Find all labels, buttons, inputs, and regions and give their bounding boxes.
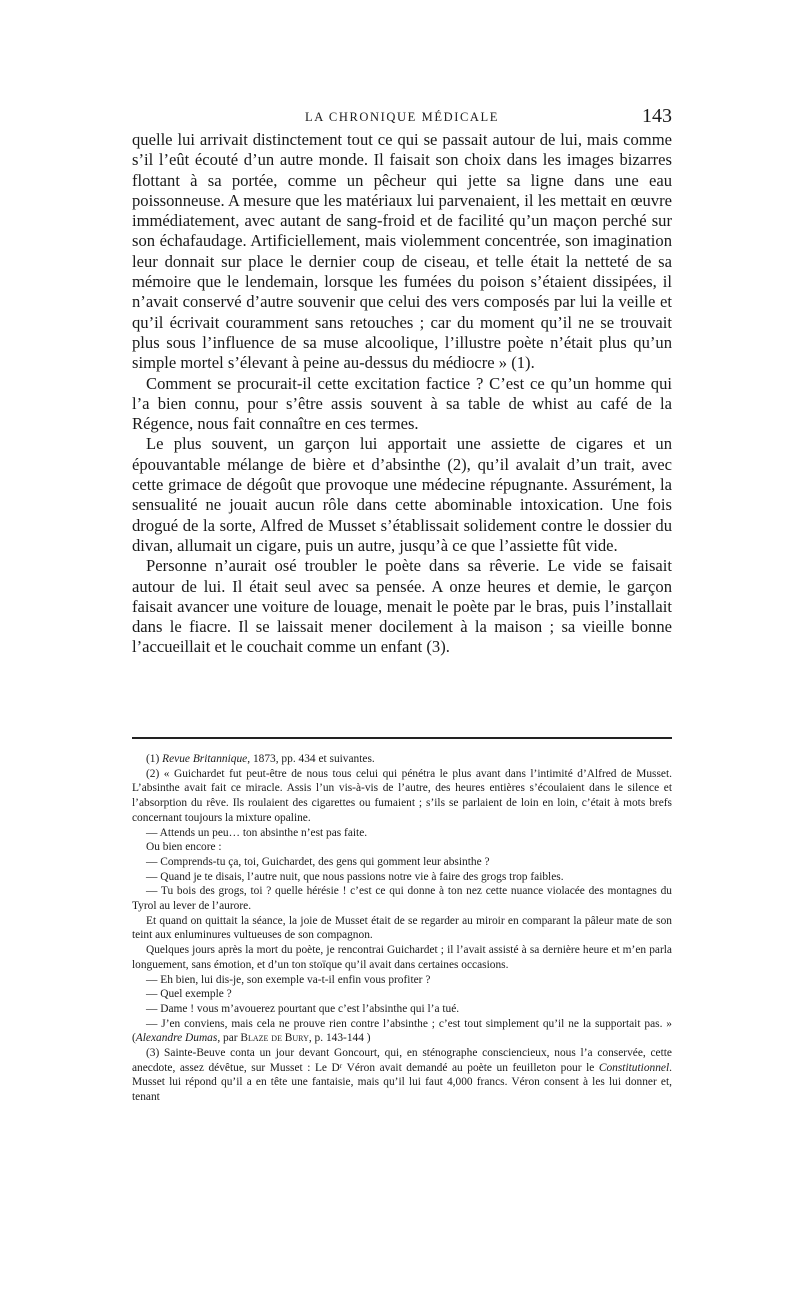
- footnote-2-line: Ou bien encore :: [146, 841, 222, 854]
- footnote-2-cite-par: , par: [217, 1032, 241, 1045]
- footnote-1-number: (1): [146, 753, 160, 765]
- footnote-2-line: Quelques jours après la mort du poète, je rencontrai Guichardet ; il l’avait assisté à sa dernière heure et m’en parla longuement, sans émotion, et d’un ton stoïque qu’il avait dans certaines occasions.: [132, 944, 672, 971]
- body-paragraph: Le plus souvent, un garçon lui apportait une assiette de cigares et un épouvantable mélange de bière et d’absinthe (2), qu’il avalait d’un trait, avec cette grimace de dégoût que provoque une médecine répugnante. Assurément, la sensualité ne jouait aucun rôle dans cette abominable intoxication. Une fois drogué de la sorte, Alfred de Musset s’établissait solidement contre le dossier du divan, allumait un cigare, puis un autre, jusqu’à ce que l’assiette fût vide.: [132, 434, 672, 555]
- footnote-3-text-end: . Musset lui répond qu’il a en tête une fantaisie, mais qu’il lui faut 4,000 francs. Véron consent à les lui donner et, tenant: [132, 1061, 672, 1104]
- footnote-2-line: Et quand on quittait la séance, la joie de Musset était de se regarder au miroir en comparant la pâleur mate de son teint aux enluminures vultueuses de son compagnon.: [132, 914, 672, 942]
- footnote-separator-rule: [132, 737, 672, 739]
- running-title: LA CHRONIQUE MÉDICALE: [304, 110, 499, 124]
- body-paragraph: Comment se procurait-il cette excitation factice ? C’est ce qu’un homme qui l’a bien connu, pour s’être assis souvent à sa table de whist au café de la Régence, nous fait connaître en ces termes.: [132, 373, 672, 434]
- footnotes: [132, 746, 672, 1105]
- footnote-2: (2) « Guichardet fut peut-être de nous tous celui qui pénétra le plus avant dans l’intimité d’Alfred de Musset. L’absinthe avait fait ce miracle. Assis l’un vis-à-vis de l’autre, des heures entières s’écoulaient dans le silence et l’absorption du rêve. Ils roulaient des cigarettes ou fumaient ; s’ils se parlaient de loin en loin, c’était à mots brefs concernant toujours la mixture opaline.: [132, 767, 672, 824]
- footnote-2-cite-open: (: [132, 1032, 136, 1045]
- footnote-2-cite-pages: , p. 143-144 ): [308, 1032, 371, 1045]
- footnote-1: [132, 752, 672, 767]
- footnote-2-line: — Tu bois des grogs, toi ? quelle hérésie ! c’est ce qui donne à ton nez cette nuance violacée des montagnes du Tyrol au lever de l’aurore.: [132, 885, 672, 913]
- footnote-2-quote-end: — J’en conviens, mais cela ne prouve rien contre l’absinthe ; c’est tout simplement qu’il ne la supportait pas. »: [146, 1017, 672, 1030]
- main-text: [132, 130, 672, 658]
- footnote-2-line: — Eh bien, lui dis-je, son exemple va-t-il enfin vous profiter ?: [146, 973, 431, 986]
- footnote-2-line: — Quel exemple ?: [146, 988, 232, 1001]
- footnote-2-line: — Dame ! vous m’avouerez pourtant que c’est l’absinthe qui l’a tué.: [146, 1002, 460, 1015]
- page-number: 143: [642, 105, 672, 127]
- footnote-2-line: — Attends un peu… ton absinthe n’est pas faite.: [146, 826, 368, 839]
- footnote-1-source: Revue Britannique: [162, 753, 248, 765]
- body-paragraph: quelle lui arrivait distinctement tout ce qui se passait autour de lui, mais comme s’il l’eût écouté d’un autre monde. Il faisait son choix dans les images bizarres flottant à sa portée, comme un pêcheur qui jette sa ligne dans une eau poissonneuse. A mesure que les matériaux lui parvenaient, il les mettait en œuvre immédiatement, avec autant de sang-froid et de facilité qu’un maçon perché sur son échafaudage. Artificiellement, mais violemment concentrée, son imagination leur donnait sur place le dernier coup de ciseau, et telle était la netteté de sa mémoire que le lendemain, lorsque les fumées du poison s’étaient dissipées, il n’avait conservé d’autre souvenir que celui des vers composés par lui la veille et qu’il écrivait couramment sans retouches ; car du moment qu’il ne se trouvait plus sous l’influence de sa muse alcoolique, l’illustre poète n’était plus qu’un simple mortel s’élevant à peine au-dessus du médiocre » (1).: [132, 130, 672, 373]
- page-header: [132, 105, 672, 130]
- footnote-2-cite-author: Blaze de Bury: [240, 1032, 309, 1045]
- footnote-2-line: — Quand je te disais, l’autre nuit, que nous passions notre vie à faire des grogs trop faibles.: [146, 870, 564, 883]
- footnote-3: [132, 1046, 672, 1105]
- footnote-3-text: (3) Sainte-Beuve conta un jour devant Goncourt, qui, en sténographe consciencieux, nous l’a conservée, cette anecdote, assez dévêtue, sur Musset : Le Dʳ Véron avait demandé au poète un feuilleton pour le: [132, 1047, 672, 1074]
- footnote-2-cite-title: Alexandre Dumas: [135, 1032, 218, 1045]
- footnote-3-journal: Constitutionnel: [598, 1061, 670, 1074]
- footnote-1-details: , 1873, pp. 434 et suivantes.: [247, 753, 375, 765]
- footnote-2-last-line: [132, 1017, 672, 1046]
- body-paragraph: Personne n’aurait osé troubler le poète dans sa rêverie. Le vide se faisait autour de lui. Il était seul avec sa pensée. A onze heures et demie, le garçon faisait avancer une voiture de louage, menait le poète par le bras, puis l’installait dans le fiacre. Il se laissait mener docilement à la maison ; sa vieille bonne l’accueillait et le couchait comme un enfant (3).: [132, 556, 672, 657]
- footnote-2-line: — Comprends-tu ça, toi, Guichardet, des gens qui gomment leur absinthe ?: [146, 855, 490, 868]
